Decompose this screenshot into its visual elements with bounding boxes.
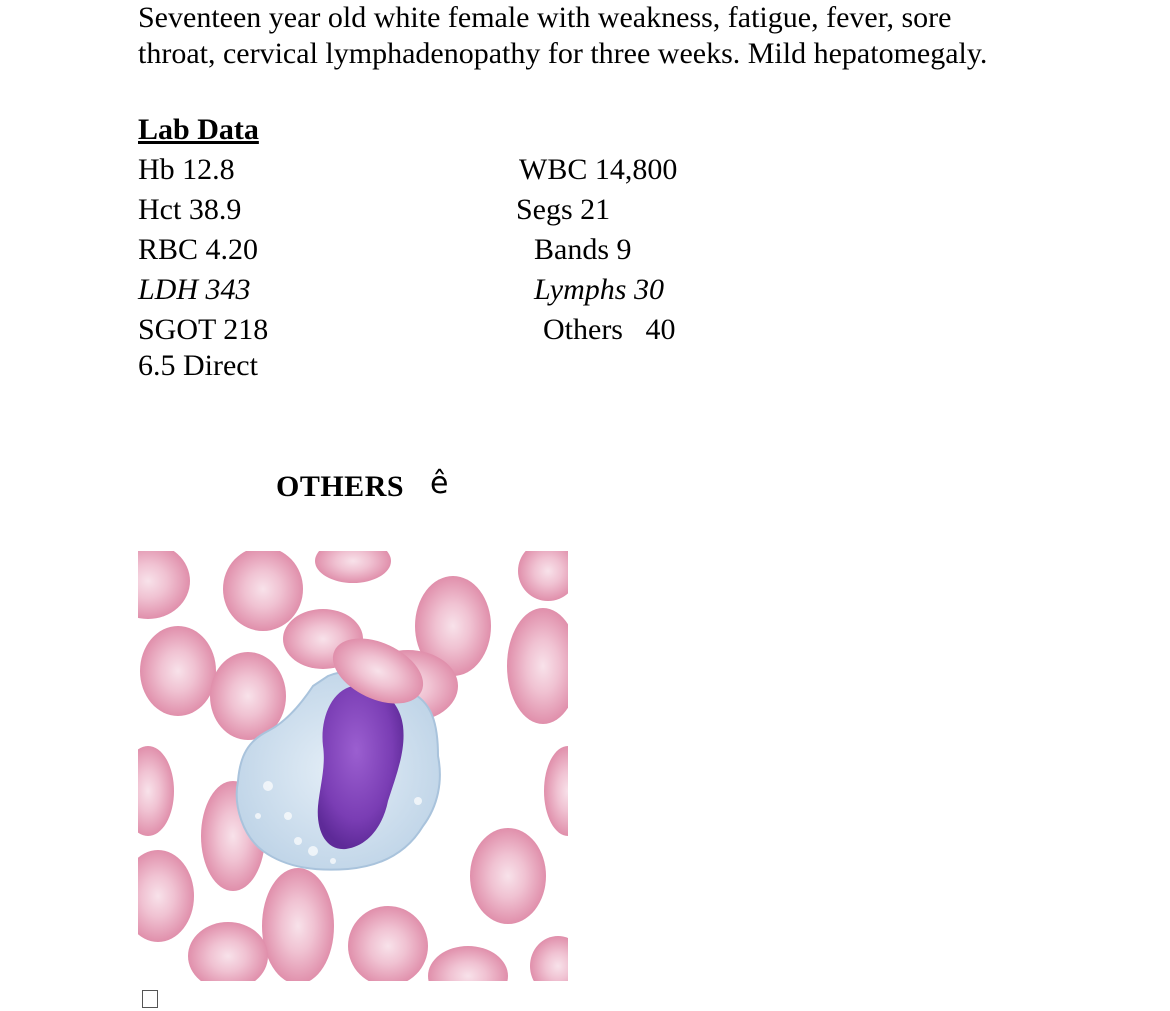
- lab-value-rbc: RBC 4.20: [138, 233, 259, 266]
- blood-smear-image: [138, 551, 568, 981]
- lab-value-ldh: LDH 343: [138, 273, 251, 306]
- lab-value-wbc: WBC 14,800: [519, 153, 678, 186]
- case-description-line-1: Seventeen year old white female with weakness, fatigue, fever, sore: [138, 1, 952, 34]
- checkbox[interactable]: [142, 990, 158, 1008]
- lab-value-hct: Hct 38.9: [138, 193, 242, 226]
- reactive-lymphocyte-illustration: [138, 551, 568, 981]
- case-description-line-2: throat, cervical lymphadenopathy for three weeks. Mild hepatomegaly.: [138, 37, 988, 70]
- lab-value-sgot: SGOT 218: [138, 313, 269, 346]
- others-heading: OTHERS: [276, 470, 405, 503]
- lab-value-bands: Bands 9: [534, 233, 632, 266]
- lab-value-lymphs: Lymphs 30: [534, 273, 664, 306]
- case-description: [138, 0, 1068, 72]
- lab-value-segs: Segs 21: [516, 193, 611, 226]
- arrow-down-icon: ê: [430, 466, 449, 501]
- lab-data-heading: Lab Data: [138, 113, 259, 146]
- lab-value-hb: Hb 12.8: [138, 153, 235, 186]
- lab-value-direct: 6.5 Direct: [138, 349, 258, 382]
- lab-value-others: Others 40: [543, 313, 676, 346]
